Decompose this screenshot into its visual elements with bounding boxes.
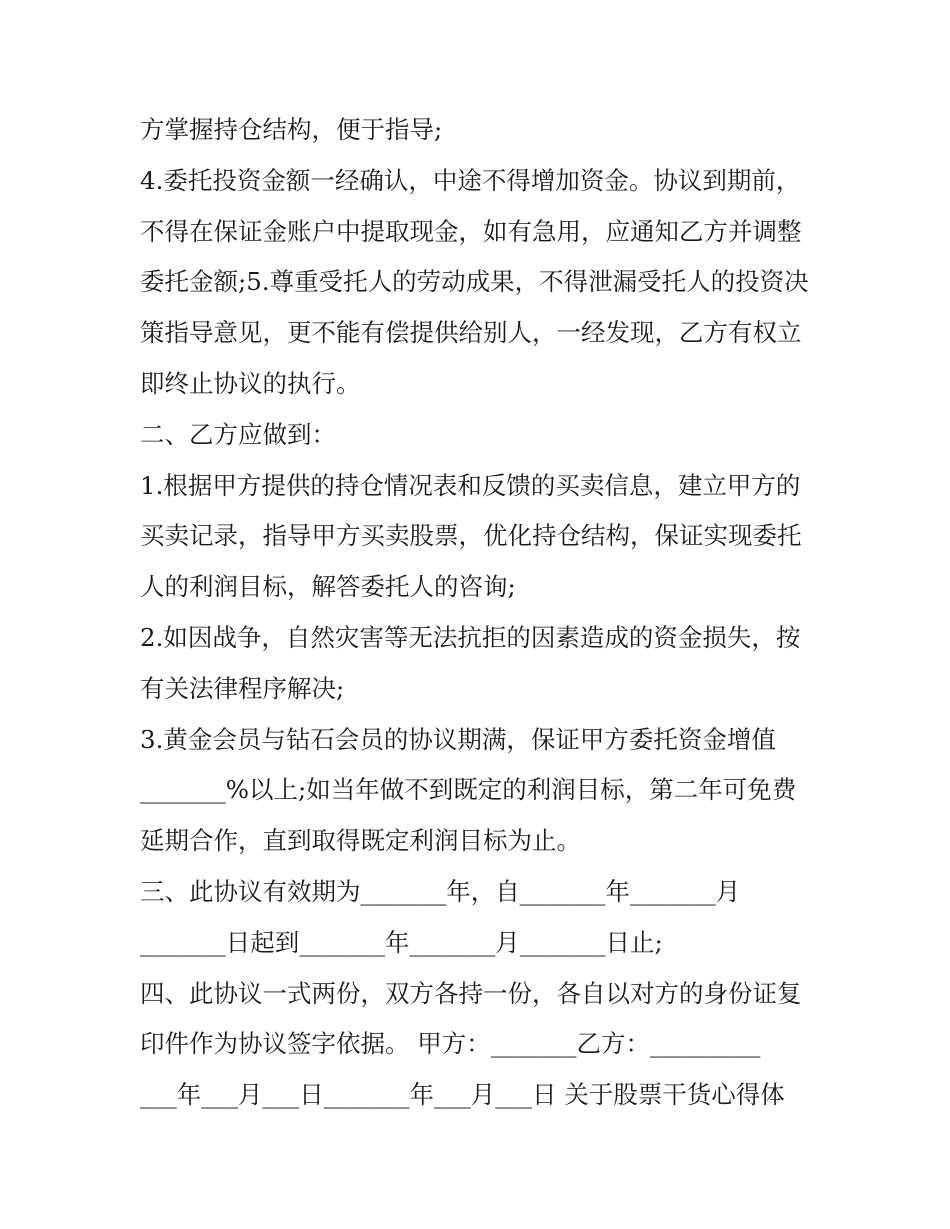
section-heading: 二、乙方应做到： xyxy=(140,419,336,449)
text-line: 委托金额;5.尊重受托人的劳动成果，不得泄漏受托人的投资决 xyxy=(140,267,809,297)
text-line: 买卖记录，指导甲方买卖股票，优化持仓结构，保证实现委托 xyxy=(140,521,802,551)
text-line: 3.黄金会员与钻石会员的协议期满，保证甲方委托资金增值 xyxy=(140,724,776,754)
text-line: 即终止协议的执行。 xyxy=(140,368,361,398)
text-line: 不得在保证金账户中提取现金，如有急用，应通知乙方并调整 xyxy=(140,216,802,246)
document-body xyxy=(140,105,830,1121)
text-line: 方掌握持仓结构，便于指导; xyxy=(140,115,443,144)
section-heading: 三、此协议有效期为_______年，自_______年_______月 xyxy=(140,876,741,906)
text-line: 2.如因战争，自然灾害等无法抗拒的因素造成的资金损失，按 xyxy=(140,622,801,652)
text-line: 1.根据甲方提供的持仓情况表和反馈的买卖信息，建立甲方的 xyxy=(140,470,801,500)
text-line: 人的利润目标，解答委托人的咨询; xyxy=(140,572,516,602)
signature-line: 印件作为协议签字依据。 甲方：_______乙方：_________ xyxy=(140,1029,761,1059)
section-heading: 四、此协议一式两份，双方各持一份，各自以对方的身份证复 xyxy=(140,978,802,1008)
date-line: ___年___月___日_______年___月___日 关于股票干货心得体 xyxy=(140,1080,785,1110)
text-line: _______日起到_______年_______月_______日止; xyxy=(140,927,663,957)
text-line: _______%以上;如当年做不到既定的利润目标，第二年可免费 xyxy=(140,775,797,805)
text-line: 4.委托投资金额一经确认，中途不得增加资金。协议到期前， xyxy=(140,165,801,195)
text-line: 策指导意见，更不能有偿提供给别人，一经发现，乙方有权立 xyxy=(140,318,802,348)
text-line: 延期合作，直到取得既定利润目标为止。 xyxy=(140,826,581,856)
text-line: 有关法律程序解决; xyxy=(140,673,345,703)
